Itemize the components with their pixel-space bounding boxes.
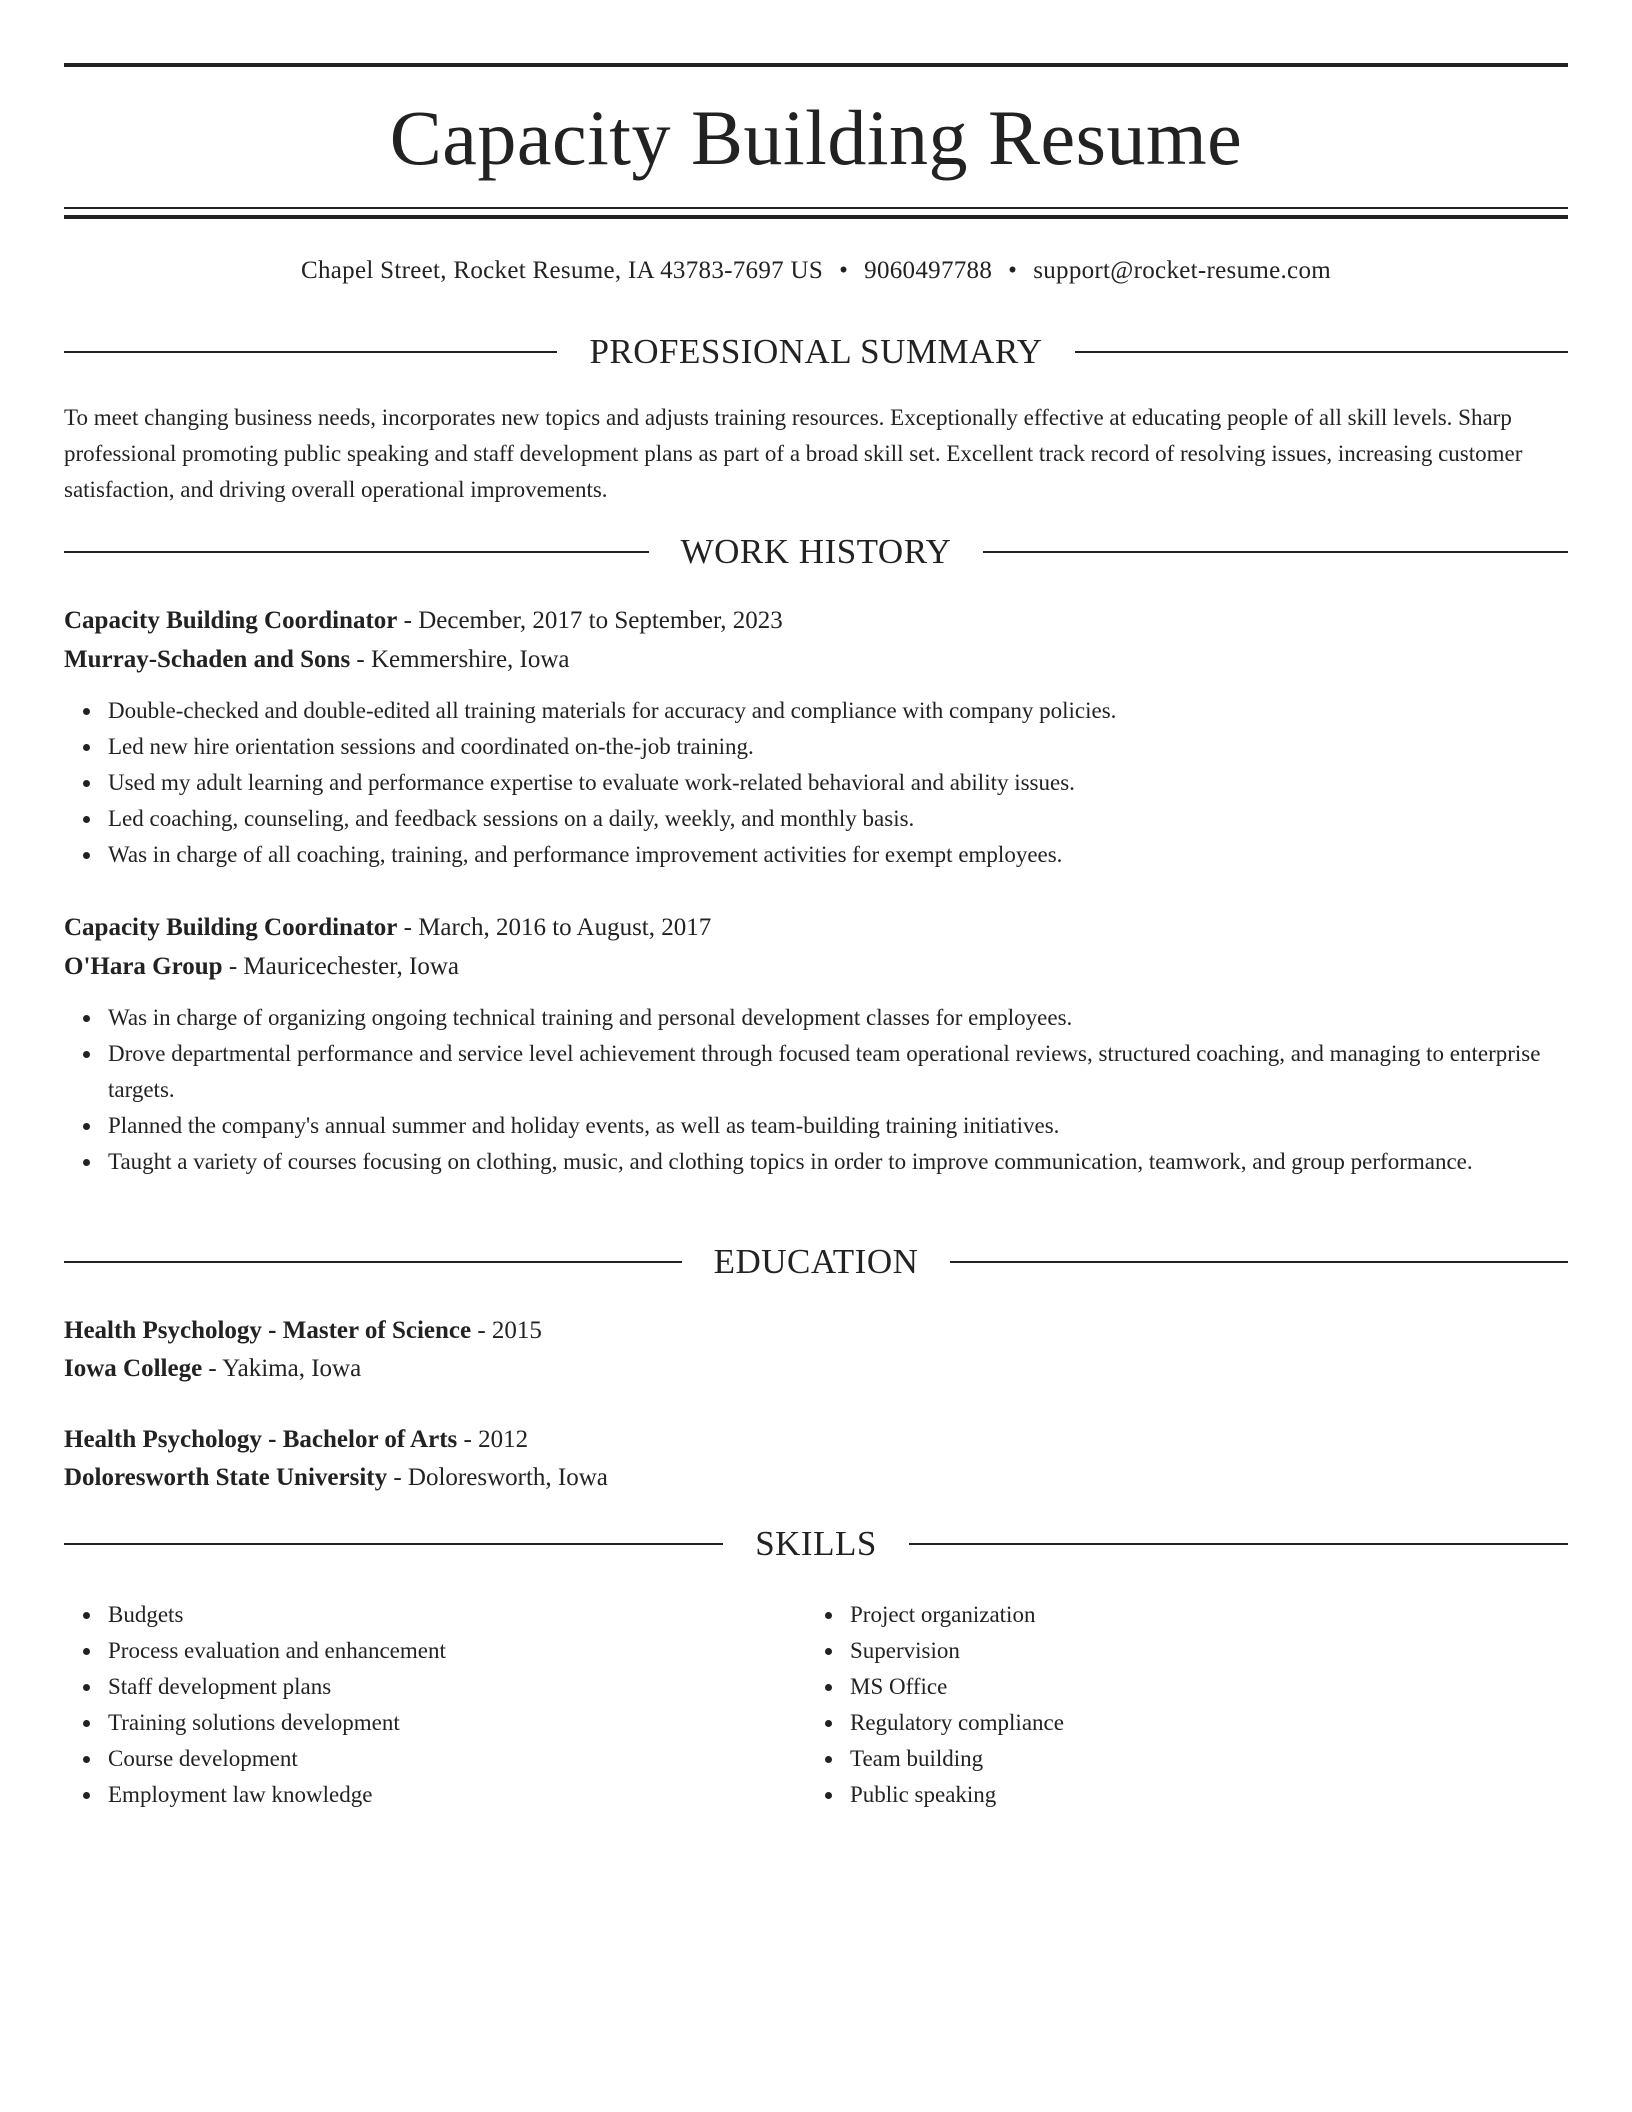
heading-rule	[64, 351, 557, 353]
skill-item: Budgets	[108, 1597, 1568, 1633]
job-dates: - December, 2017 to September, 2023	[397, 607, 783, 634]
section-heading-work	[64, 530, 1568, 574]
header-rule-thin	[64, 207, 1568, 209]
section-heading-summary	[64, 330, 1568, 374]
skill-item: Team building	[850, 1741, 1632, 1777]
section-title: EDUCATION	[713, 1242, 919, 1281]
section-heading-education	[64, 1240, 1568, 1284]
job-company-line	[64, 642, 1568, 678]
education-location: - Yakima, Iowa	[202, 1355, 362, 1382]
job-company-line	[64, 949, 1568, 985]
education-school: Iowa College	[64, 1355, 203, 1382]
job-company: Murray-Schaden and Sons	[64, 646, 351, 673]
list-item: Led new hire orientation sessions and coordinated on-the-job training.	[108, 729, 1568, 765]
heading-rule	[983, 551, 1568, 553]
section-title: WORK HISTORY	[680, 532, 952, 571]
education-degree: Health Psychology - Master of Science	[64, 1317, 472, 1344]
education-school-line	[64, 1351, 1568, 1387]
skill-item: Supervision	[850, 1633, 1632, 1669]
education-school-line	[64, 1460, 1568, 1496]
job-dates: - March, 2016 to August, 2017	[397, 914, 712, 941]
heading-rule	[64, 1261, 682, 1263]
resume-title: Capacity Building Resume	[389, 94, 1243, 181]
skills-list-right	[806, 1597, 1632, 1813]
heading-rule	[1075, 351, 1568, 353]
list-item: Double-checked and double-edited all training materials for accuracy and compliance with company policies.	[108, 693, 1568, 729]
contact-address: Chapel Street, Rocket Resume, IA 43783-7697 US	[301, 257, 824, 284]
education-year: - 2012	[457, 1426, 529, 1453]
heading-rule	[950, 1261, 1568, 1263]
summary-text: To meet changing business needs, incorporates new topics and adjusts training resources. Exceptionally effective at educating people of all skill levels. Sharp professional promoting public speaking and staff development plans as part of a broad skill set. Excellent track record of resolving issues, increasing customer satisfaction, and driving overall operational improvements.	[64, 405, 1523, 502]
list-item: Drove departmental performance and service level achievement through focused team operational reviews, structured coaching, and managing to enterprise targets.	[108, 1036, 1568, 1108]
contact-separator: •	[1008, 257, 1018, 284]
section-title: PROFESSIONAL SUMMARY	[589, 332, 1043, 371]
skill-item: Course development	[108, 1741, 1568, 1777]
skill-item: Process evaluation and enhancement	[108, 1633, 1568, 1669]
skill-item: Training solutions development	[108, 1705, 1568, 1741]
job-title-line	[64, 603, 1568, 639]
list-item: Was in charge of all coaching, training, and performance improvement activities for exempt employees.	[108, 837, 1568, 873]
header-rule-thick	[64, 215, 1568, 219]
job-title: Capacity Building Coordinator	[64, 607, 398, 634]
skill-item: Staff development plans	[108, 1669, 1568, 1705]
heading-rule	[64, 1543, 723, 1545]
heading-rule	[909, 1543, 1568, 1545]
contact-email: support@rocket-resume.com	[1033, 257, 1331, 284]
section-heading-skills	[64, 1522, 1568, 1566]
job-bullets	[64, 693, 1568, 873]
education-school: Doloresworth State University	[64, 1464, 388, 1491]
list-item: Was in charge of organizing ongoing technical training and personal development classes for employees.	[108, 1000, 1568, 1036]
list-item: Led coaching, counseling, and feedback sessions on a daily, weekly, and monthly basis.	[108, 801, 1568, 837]
job-title-line	[64, 910, 1568, 946]
education-location: - Doloresworth, Iowa	[387, 1464, 608, 1491]
job-location: - Mauricechester, Iowa	[222, 953, 459, 980]
list-item: Used my adult learning and performance expertise to evaluate work-related behavioral and ability issues.	[108, 765, 1568, 801]
list-item: Planned the company's annual summer and holiday events, as well as team-building training initiatives.	[108, 1108, 1568, 1144]
education-degree-line	[64, 1313, 1568, 1349]
education-year: - 2015	[471, 1317, 542, 1344]
education-degree: Health Psychology - Bachelor of Arts	[64, 1426, 458, 1453]
skill-item: Project organization	[850, 1597, 1632, 1633]
header-top-rule	[64, 63, 1568, 67]
skill-item: Employment law knowledge	[108, 1777, 1568, 1813]
education-degree-line	[64, 1422, 1568, 1458]
skill-item: MS Office	[850, 1669, 1632, 1705]
contact-line	[64, 254, 1568, 288]
job-bullets	[64, 1000, 1568, 1180]
job-title: Capacity Building Coordinator	[64, 914, 398, 941]
skill-item: Public speaking	[850, 1777, 1632, 1813]
contact-phone: 9060497788	[864, 257, 993, 284]
contact-separator: •	[839, 257, 849, 284]
skill-item: Regulatory compliance	[850, 1705, 1632, 1741]
section-title: SKILLS	[755, 1524, 877, 1563]
list-item: Taught a variety of courses focusing on clothing, music, and clothing topics in order to improve communication, teamwork, and group performance.	[108, 1144, 1568, 1180]
job-location: - Kemmershire, Iowa	[350, 646, 570, 673]
heading-rule	[64, 551, 649, 553]
job-company: O'Hara Group	[64, 953, 223, 980]
